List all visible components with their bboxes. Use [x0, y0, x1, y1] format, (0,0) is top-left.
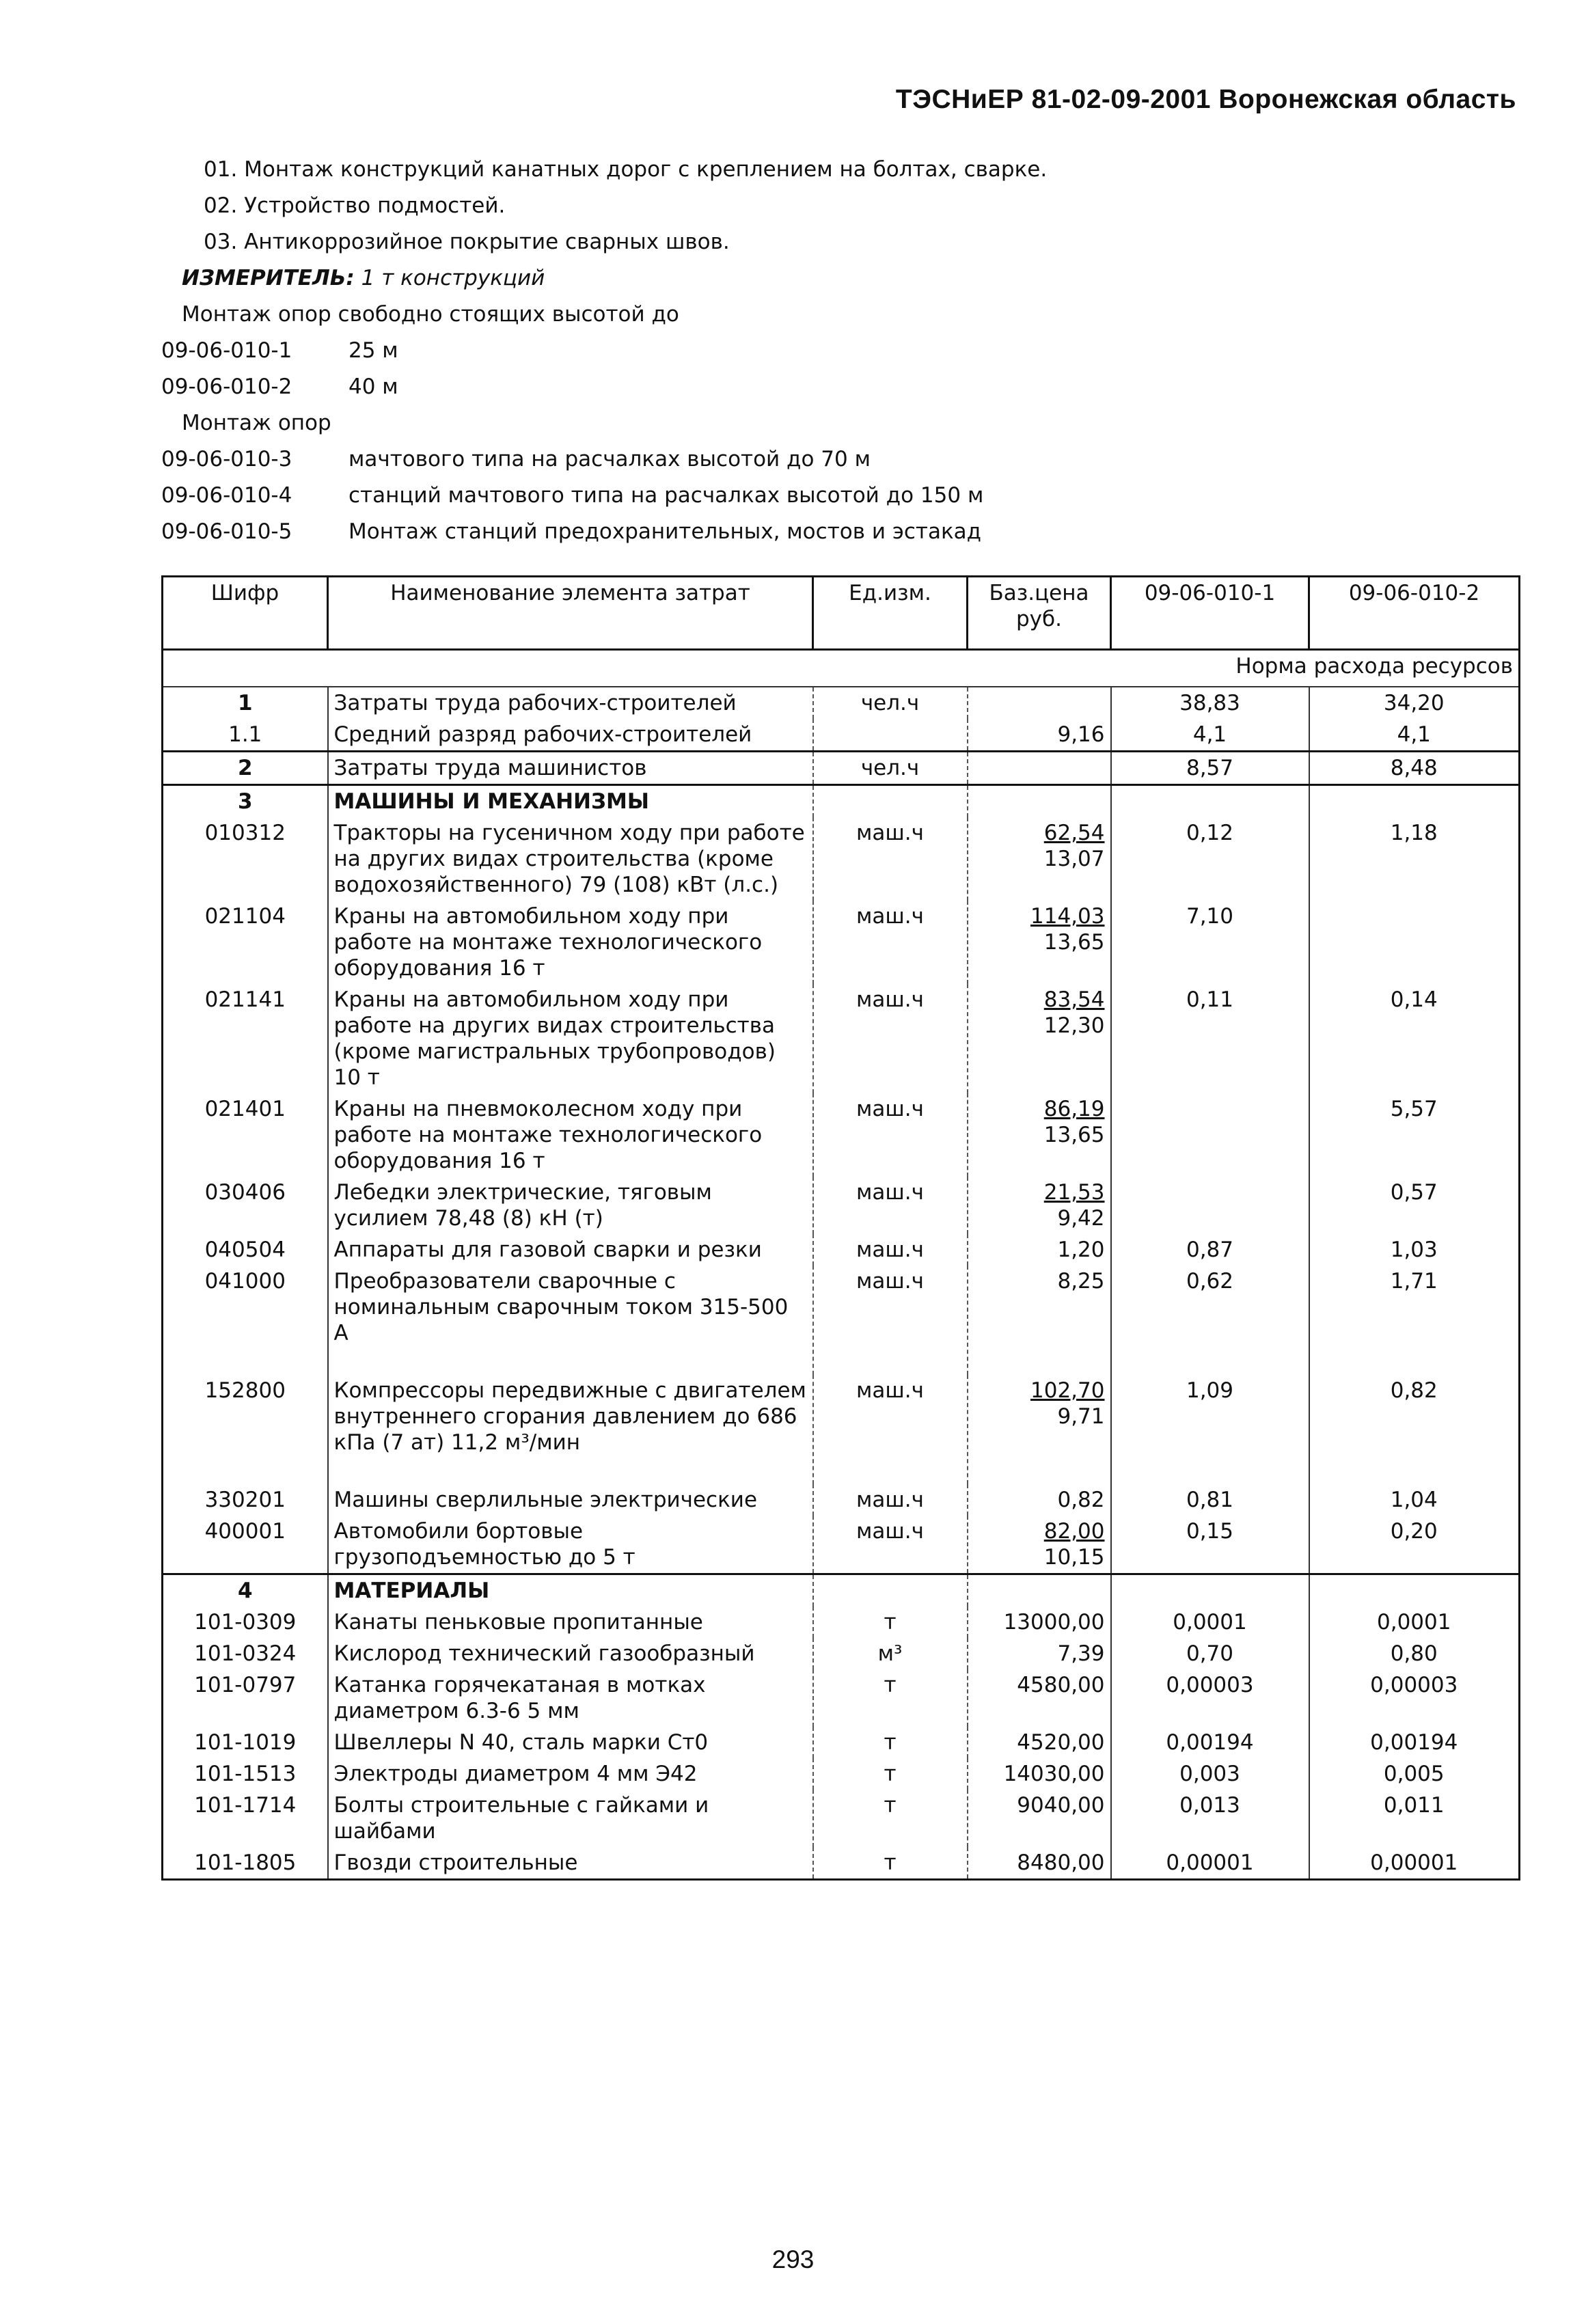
cell-norm-2: 1,03 [1309, 1234, 1520, 1266]
price-value: 8,25 [1057, 1269, 1105, 1294]
price-value: 83,54 [1043, 987, 1105, 1012]
cell-norm-2: 1,71 [1309, 1266, 1520, 1375]
cell-name: МАШИНЫ И МЕХАНИЗМЫ [328, 785, 813, 818]
cell-name: Аппараты для газовой сварки и резки [328, 1234, 813, 1266]
cell-norm-2: 0,00194 [1309, 1727, 1520, 1758]
group-2-title: Монтаж опор [182, 411, 331, 435]
cell-price [968, 1727, 1111, 1758]
cell-norm-2 [1309, 785, 1520, 818]
price-value: 21,53 [1043, 1180, 1105, 1205]
cell-unit: т [813, 1669, 968, 1727]
price-value: 8480,00 [1017, 1850, 1105, 1875]
table-row [163, 1607, 1520, 1638]
cell-norm-2: 0,20 [1309, 1516, 1520, 1574]
cell-norm-2: 0,005 [1309, 1758, 1520, 1790]
cell-price [968, 1266, 1111, 1375]
cell-name: Кислород технический газообразный [328, 1638, 813, 1669]
cell-code: 030406 [163, 1177, 328, 1234]
cell-price [968, 1093, 1111, 1177]
price-value: 102,70 [1030, 1378, 1105, 1403]
cell-name: Катанка горячекатаная в мотках диаметром 6.3-6 5 мм [328, 1669, 813, 1727]
item-row [161, 478, 1047, 514]
table-row [163, 901, 1520, 984]
resource-table [161, 575, 1520, 1881]
price-value: 82,00 [1043, 1519, 1105, 1544]
cell-name: Канаты пеньковые пропитанные [328, 1607, 813, 1638]
price-value: 62,54 [1043, 821, 1105, 845]
intro-section [161, 152, 1048, 550]
cell-code: 101-1513 [163, 1758, 328, 1790]
measure-line [165, 260, 1047, 297]
price-value: 4520,00 [1017, 1730, 1105, 1755]
table-row [163, 1516, 1520, 1574]
cell-norm-2: 0,0001 [1309, 1607, 1520, 1638]
item-code: 09-06-010-5 [161, 519, 292, 544]
item-row [161, 369, 1047, 405]
cell-norm-2: 34,20 [1309, 687, 1520, 719]
price-wage-value: 9,42 [1057, 1206, 1105, 1231]
cell-norm-1: 0,00003 [1111, 1669, 1309, 1727]
cell-norm-1: 0,87 [1111, 1234, 1309, 1266]
cell-norm-2: 0,82 [1309, 1375, 1520, 1484]
table-row [163, 1234, 1520, 1266]
cell-price [968, 1638, 1111, 1669]
cell-price [968, 687, 1111, 719]
cell-norm-1: 0,00001 [1111, 1847, 1309, 1880]
cell-code: 021141 [163, 984, 328, 1093]
price-value: 0,82 [1057, 1488, 1105, 1512]
cell-norm-2 [1309, 901, 1520, 984]
cell-code: 021104 [163, 901, 328, 984]
norm-label: Норма расхода ресурсов [163, 650, 1520, 687]
document-header: ТЭСНиЕР 81-02-09-2001 Воронежская область [895, 85, 1516, 114]
cell-name: Краны на пневмоколесном ходу при работе на монтаже технологического оборудования 16 т [328, 1093, 813, 1177]
cell-code: 330201 [163, 1484, 328, 1516]
cell-name: Преобразователи сварочные с номинальным сварочным током 315-500 А [328, 1266, 813, 1375]
table-row [163, 1093, 1520, 1177]
cell-name: Тракторы на гусеничном ходу при работе на других видах строительства (кроме водохозяйственного) 79 (108) кВт (л.с.) [328, 817, 813, 901]
item-text: 40 м [348, 374, 398, 399]
item-row [161, 514, 1047, 550]
price-wage-value: 12,30 [1043, 1013, 1105, 1038]
price-value: 14030,00 [1003, 1762, 1105, 1786]
cell-code: 010312 [163, 817, 328, 901]
cell-price [968, 1234, 1111, 1266]
cell-norm-2: 5,57 [1309, 1093, 1520, 1177]
item-text: мачтового типа на расчалках высотой до 70 м [348, 447, 871, 471]
cell-norm-1: 0,0001 [1111, 1607, 1309, 1638]
price-value: 13000,00 [1003, 1610, 1105, 1635]
cell-norm-2: 0,14 [1309, 984, 1520, 1093]
cell-norm-1 [1111, 785, 1309, 818]
header-col-1: 09-06-010-1 [1111, 577, 1309, 650]
cell-unit: маш.ч [813, 984, 968, 1093]
table-row [163, 1638, 1520, 1669]
cell-unit: маш.ч [813, 1375, 968, 1484]
cell-name: Средний разряд рабочих-строителей [328, 719, 813, 752]
cell-norm-1: 0,15 [1111, 1516, 1309, 1574]
table-row [163, 1727, 1520, 1758]
cell-name: Швеллеры N 40, сталь марки Ст0 [328, 1727, 813, 1758]
cell-price [968, 901, 1111, 984]
operation-3: 03. Антикоррозийное покрытие сварных швов. [204, 230, 730, 254]
cell-norm-1: 0,12 [1111, 817, 1309, 901]
cell-price [968, 752, 1111, 785]
table-row [163, 1790, 1520, 1847]
table-row [163, 1266, 1520, 1375]
table-header-row [163, 577, 1520, 650]
operation-2: 02. Устройство подмостей. [204, 193, 506, 218]
item-row [161, 441, 1047, 478]
item-text: 25 м [348, 338, 398, 363]
table-row [163, 1177, 1520, 1234]
cell-price [968, 1516, 1111, 1574]
item-code: 09-06-010-4 [161, 483, 292, 508]
cell-name: Автомобили бортовые грузоподъемностью до 5 т [328, 1516, 813, 1574]
cell-code: 152800 [163, 1375, 328, 1484]
cell-norm-2: 0,80 [1309, 1638, 1520, 1669]
cell-norm-1: 0,11 [1111, 984, 1309, 1093]
cell-code: 4 [163, 1574, 328, 1607]
cell-code: 101-0309 [163, 1607, 328, 1638]
cell-norm-1: 0,70 [1111, 1638, 1309, 1669]
price-wage-value: 9,71 [1057, 1404, 1105, 1429]
cell-norm-2: 0,011 [1309, 1790, 1520, 1847]
cell-name: МАТЕРИАЛЫ [328, 1574, 813, 1607]
cell-name: Лебедки электрические, тяговым усилием 78,48 (8) кН (т) [328, 1177, 813, 1234]
cell-norm-2: 4,1 [1309, 719, 1520, 752]
header-col-2: 09-06-010-2 [1309, 577, 1520, 650]
cell-price [968, 1484, 1111, 1516]
cell-unit: маш.ч [813, 901, 968, 984]
cell-norm-1 [1111, 1093, 1309, 1177]
table-row [163, 1574, 1520, 1607]
header-code: Шифр [163, 577, 328, 650]
cell-norm-2: 1,04 [1309, 1484, 1520, 1516]
cell-unit: м³ [813, 1638, 968, 1669]
cell-name: Компрессоры передвижные с двигателем внутреннего сгорания давлением до 686 кПа (7 ат) 11,2 м³/мин [328, 1375, 813, 1484]
cell-code: 1.1 [163, 719, 328, 752]
cell-code: 400001 [163, 1516, 328, 1574]
cell-price [968, 1758, 1111, 1790]
cell-norm-1: 0,00194 [1111, 1727, 1309, 1758]
price-wage-value: 13,65 [1043, 930, 1105, 955]
cell-norm-1: 0,013 [1111, 1790, 1309, 1847]
table-row [163, 785, 1520, 818]
cell-unit [813, 1574, 968, 1607]
cell-code: 101-0797 [163, 1669, 328, 1727]
cell-unit: маш.ч [813, 1484, 968, 1516]
price-value: 9,16 [1057, 722, 1105, 747]
cell-name: Краны на автомобильном ходу при работе на монтаже технологического оборудования 16 т [328, 901, 813, 984]
cell-price [968, 1790, 1111, 1847]
cell-code: 3 [163, 785, 328, 818]
header-price: Баз.цена руб. [968, 577, 1111, 650]
cell-norm-2 [1309, 1574, 1520, 1607]
header-name: Наименование элемента затрат [328, 577, 813, 650]
header-unit: Ед.изм. [813, 577, 968, 650]
cell-name: Затраты труда рабочих-строителей [328, 687, 813, 719]
cell-price [968, 1375, 1111, 1484]
cell-unit: т [813, 1758, 968, 1790]
cell-norm-1: 0,003 [1111, 1758, 1309, 1790]
cell-price [968, 1607, 1111, 1638]
table-row [163, 1669, 1520, 1727]
item-text: Монтаж станций предохранительных, мостов и эстакад [348, 519, 982, 544]
cell-name: Электроды диаметром 4 мм Э42 [328, 1758, 813, 1790]
cell-norm-1: 8,57 [1111, 752, 1309, 785]
cell-code: 101-1805 [163, 1847, 328, 1880]
cell-name: Краны на автомобильном ходу при работе на других видах строительства (кроме магистральных трубопроводов) 10 т [328, 984, 813, 1093]
cell-unit: маш.ч [813, 1177, 968, 1234]
cell-price [968, 1177, 1111, 1234]
page-number: 293 [771, 2245, 815, 2273]
cell-name: Гвозди строительные [328, 1847, 813, 1880]
cell-unit: маш.ч [813, 1266, 968, 1375]
price-wage-value: 13,65 [1043, 1123, 1105, 1147]
cell-norm-2: 0,00003 [1309, 1669, 1520, 1727]
cell-price [968, 1669, 1111, 1727]
cell-code: 1 [163, 687, 328, 719]
cell-norm-1: 0,81 [1111, 1484, 1309, 1516]
cell-norm-2: 8,48 [1309, 752, 1520, 785]
price-value: 86,19 [1043, 1097, 1105, 1121]
cell-norm-2: 0,57 [1309, 1177, 1520, 1234]
table-row [163, 1847, 1520, 1880]
cell-price [968, 984, 1111, 1093]
cell-unit: т [813, 1847, 968, 1880]
cell-price [968, 785, 1111, 818]
cell-unit: т [813, 1790, 968, 1847]
cell-price [968, 817, 1111, 901]
cell-code: 101-0324 [163, 1638, 328, 1669]
cell-unit: чел.ч [813, 752, 968, 785]
price-wage-value: 13,07 [1043, 847, 1105, 871]
cell-name: Машины сверлильные электрические [328, 1484, 813, 1516]
item-code: 09-06-010-3 [161, 447, 292, 471]
table-row [163, 1758, 1520, 1790]
table-row [163, 817, 1520, 901]
cell-unit: маш.ч [813, 817, 968, 901]
cell-price [968, 1847, 1111, 1880]
cell-name: Болты строительные с гайками и шайбами [328, 1790, 813, 1847]
cell-unit [813, 719, 968, 752]
cell-code: 101-1019 [163, 1727, 328, 1758]
table-row [163, 1375, 1520, 1484]
cell-norm-1: 7,10 [1111, 901, 1309, 984]
item-code: 09-06-010-2 [161, 374, 292, 399]
table-row [163, 687, 1520, 719]
cell-unit: т [813, 1607, 968, 1638]
measure-value: 1 т конструкций [361, 266, 545, 290]
cell-code: 101-1714 [163, 1790, 328, 1847]
cell-norm-1: 1,09 [1111, 1375, 1309, 1484]
cell-unit: чел.ч [813, 687, 968, 719]
operation-1: 01. Монтаж конструкций канатных дорог с креплением на болтах, сварке. [204, 157, 1048, 182]
cell-unit [813, 785, 968, 818]
table-row [163, 984, 1520, 1093]
cell-code: 040504 [163, 1234, 328, 1266]
cell-norm-1: 4,1 [1111, 719, 1309, 752]
item-code: 09-06-010-1 [161, 338, 292, 363]
cell-norm-1: 38,83 [1111, 687, 1309, 719]
cell-norm-2: 0,00001 [1309, 1847, 1520, 1880]
cell-unit: маш.ч [813, 1516, 968, 1574]
cell-norm-1 [1111, 1574, 1309, 1607]
price-wage-value: 10,15 [1043, 1545, 1105, 1570]
table-row [163, 752, 1520, 785]
cell-unit: т [813, 1727, 968, 1758]
cell-price [968, 719, 1111, 752]
price-value: 1,20 [1057, 1238, 1105, 1262]
cell-price [968, 1574, 1111, 1607]
table-row [163, 719, 1520, 752]
group-1-title: Монтаж опор свободно стоящих высотой до [182, 302, 679, 327]
cell-code: 2 [163, 752, 328, 785]
item-text: станций мачтового типа на расчалках высотой до 150 м [348, 483, 984, 508]
table-row [163, 1484, 1520, 1516]
price-value: 4580,00 [1017, 1673, 1105, 1697]
cell-norm-2: 1,18 [1309, 817, 1520, 901]
cell-name: Затраты труда машинистов [328, 752, 813, 785]
price-value: 7,39 [1057, 1641, 1105, 1666]
cell-code: 041000 [163, 1266, 328, 1375]
cell-code: 021401 [163, 1093, 328, 1177]
price-value: 114,03 [1030, 904, 1105, 929]
cell-unit: маш.ч [813, 1093, 968, 1177]
measure-label: ИЗМЕРИТЕЛЬ: [182, 266, 355, 290]
price-value: 9040,00 [1017, 1793, 1105, 1818]
norm-row [163, 650, 1520, 687]
cell-norm-1: 0,62 [1111, 1266, 1309, 1375]
item-row [161, 333, 1047, 369]
cell-unit: маш.ч [813, 1234, 968, 1266]
cell-norm-1 [1111, 1177, 1309, 1234]
